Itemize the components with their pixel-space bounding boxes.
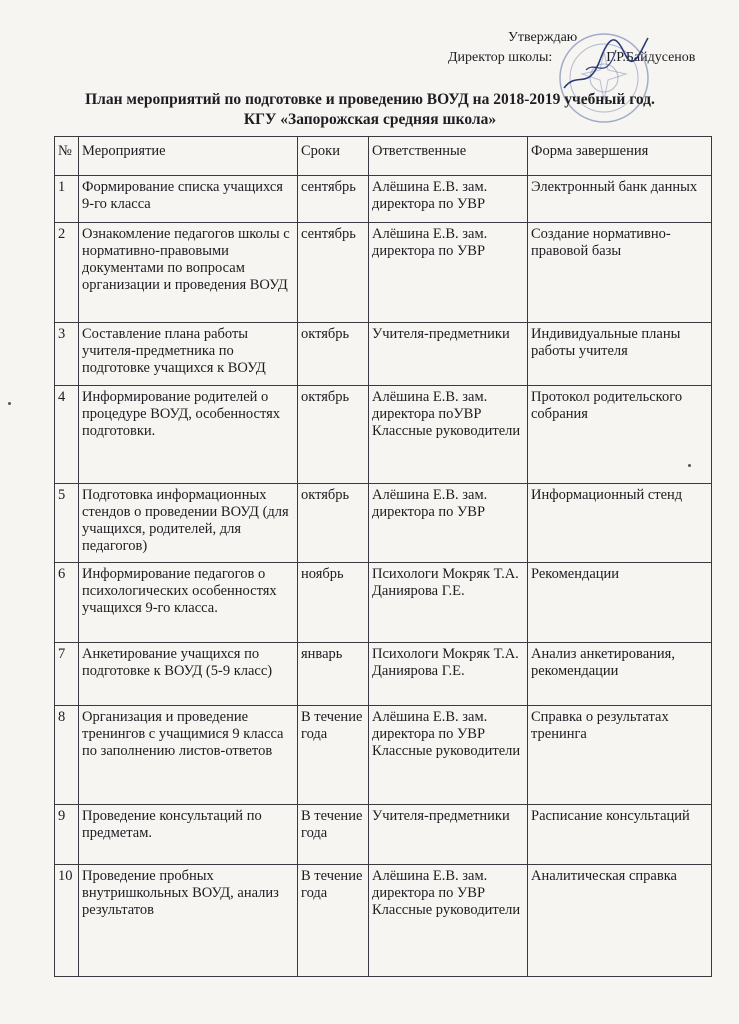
row-term: сентябрь	[298, 176, 369, 223]
row-term: ноябрь	[298, 563, 369, 643]
row-activity: Подготовка информационных стендов о проведении ВОУД (для учащихся, родителей, для педагогов)	[79, 484, 298, 563]
title-line-2: КГУ «Запорожская средняя школа»	[243, 111, 497, 128]
approval-position: Директор школы:	[448, 50, 553, 65]
table-row	[55, 323, 712, 386]
row-term: В течение года	[298, 706, 369, 805]
table-row	[55, 484, 712, 563]
row-activity: Информирование педагогов о психологических особенностях учащихся 9-го класса.	[79, 563, 298, 643]
table-row	[55, 386, 712, 484]
row-num: 5	[55, 484, 79, 563]
row-activity: Ознакомление педагогов школы с нормативно-правовыми документами по вопросам организации и проведения ВОУД	[79, 223, 298, 323]
row-responsible: Учителя-предметники	[369, 805, 528, 865]
row-term: октябрь	[298, 484, 369, 563]
table-row	[55, 805, 712, 865]
row-num: 3	[55, 323, 79, 386]
row-responsible: Психологи Мокряк Т.А. Даниярова Г.Е.	[369, 643, 528, 706]
events-plan-table	[54, 136, 712, 977]
row-num: 1	[55, 176, 79, 223]
row-responsible: Алёшина Е.В. зам. директора поУВР Классные руководители	[369, 386, 528, 484]
approval-label: Утверждаю	[508, 30, 578, 45]
table-row	[55, 643, 712, 706]
table-header-row	[55, 137, 712, 176]
row-completion: Аналитическая справка	[528, 865, 712, 977]
table-row	[55, 563, 712, 643]
header-num: №	[55, 137, 79, 176]
row-completion: Расписание консультаций	[528, 805, 712, 865]
row-num: 10	[55, 865, 79, 977]
row-completion: Анализ анкетирования, рекомендации	[528, 643, 712, 706]
header-completion: Форма завершения	[528, 137, 712, 176]
header-activity: Мероприятие	[79, 137, 298, 176]
row-responsible: Алёшина Е.В. зам. директора по УВР	[369, 176, 528, 223]
table-row	[55, 706, 712, 805]
row-completion: Создание нормативно-правовой базы	[528, 223, 712, 323]
table-row	[55, 223, 712, 323]
row-responsible: Алёшина Е.В. зам. директора по УВР	[369, 223, 528, 323]
row-term: В течение года	[298, 805, 369, 865]
header-term: Сроки	[298, 137, 369, 176]
document-title	[20, 90, 720, 130]
scan-speck	[688, 464, 691, 467]
row-completion: Справка о результатах тренинга	[528, 706, 712, 805]
row-term: октябрь	[298, 323, 369, 386]
approval-signatory: Г.Р.Байдусенов	[606, 50, 696, 65]
row-num: 7	[55, 643, 79, 706]
row-responsible: Алёшина Е.В. зам. директора по УВР Классные руководители	[369, 706, 528, 805]
row-activity: Проведение пробных внутришкольных ВОУД, анализ результатов	[79, 865, 298, 977]
row-responsible: Учителя-предметники	[369, 323, 528, 386]
row-term: октябрь	[298, 386, 369, 484]
header-responsible: Ответственные	[369, 137, 528, 176]
row-num: 6	[55, 563, 79, 643]
row-completion: Протокол родительского собрания	[528, 386, 712, 484]
row-num: 9	[55, 805, 79, 865]
table-row	[55, 865, 712, 977]
row-activity: Анкетирование учащихся по подготовке к ВОУД (5-9 класс)	[79, 643, 298, 706]
row-activity: Формирование списка учащихся 9-го класса	[79, 176, 298, 223]
row-activity: Составление плана работы учителя-предметника по подготовке учащихся к ВОУД	[79, 323, 298, 386]
row-completion: Индивидуальные планы работы учителя	[528, 323, 712, 386]
row-num: 2	[55, 223, 79, 323]
scan-speck	[8, 402, 11, 405]
row-term: январь	[298, 643, 369, 706]
title-line-1: План мероприятий по подготовке и проведению ВОУД на 2018-2019 учебный год.	[85, 91, 655, 108]
row-num: 4	[55, 386, 79, 484]
row-responsible: Психологи Мокряк Т.А. Даниярова Г.Е.	[369, 563, 528, 643]
row-responsible: Алёшина Е.В. зам. директора по УВР Классные руководители	[369, 865, 528, 977]
row-term: сентябрь	[298, 223, 369, 323]
row-activity: Проведение консультаций по предметам.	[79, 805, 298, 865]
row-responsible: Алёшина Е.В. зам. директора по УВР	[369, 484, 528, 563]
row-completion: Рекомендации	[528, 563, 712, 643]
row-term: В течение года	[298, 865, 369, 977]
row-completion: Информационный стенд	[528, 484, 712, 563]
row-activity: Организация и проведение тренингов с учащимися 9 класса по заполнению листов-ответов	[79, 706, 298, 805]
row-num: 8	[55, 706, 79, 805]
row-completion: Электронный банк данных	[528, 176, 712, 223]
table-row	[55, 176, 712, 223]
row-activity: Информирование родителей о процедуре ВОУД, особенностях подготовки.	[79, 386, 298, 484]
